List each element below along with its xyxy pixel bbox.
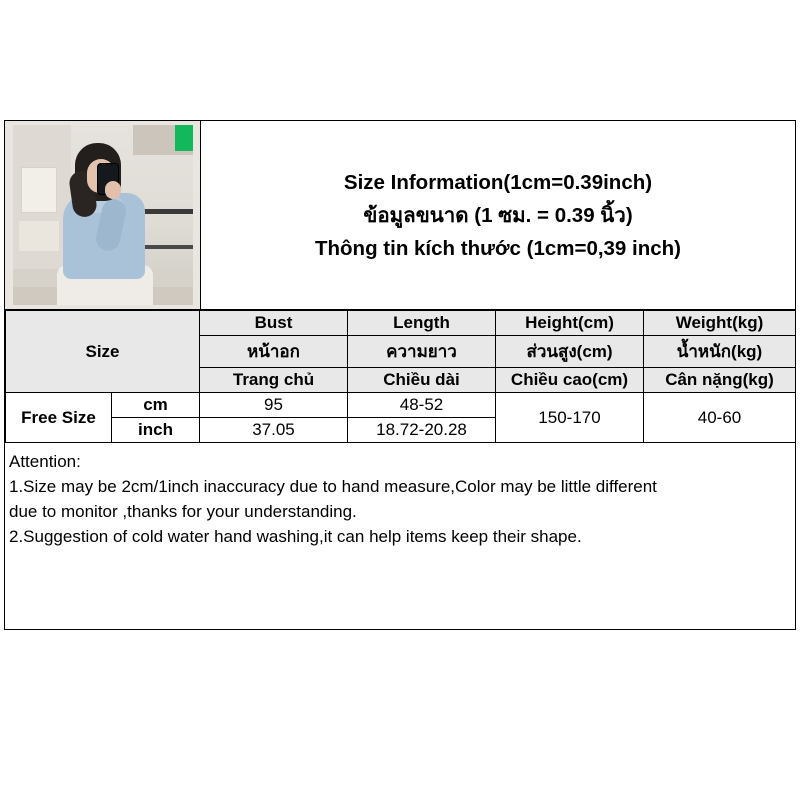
col-header-bust-vi: Trang chủ <box>200 368 348 393</box>
photo-wall-panel-2 <box>19 221 59 251</box>
photo-model-hand <box>105 181 121 199</box>
title-english: Size Information(1cm=0.39inch) <box>343 170 653 194</box>
value-length-inch: 18.72-20.28 <box>348 418 496 443</box>
col-header-height-en: Height(cm) <box>496 311 644 336</box>
table-row-cm <box>6 393 796 418</box>
title-block <box>201 121 795 309</box>
col-header-weight-vi: Cân nặng(kg) <box>644 368 796 393</box>
col-header-length-en: Length <box>348 311 496 336</box>
col-header-bust-th: หน้าอก <box>200 336 348 368</box>
attention-line-3: 2.Suggestion of cold water hand washing,it can help items keep their shape. <box>9 527 582 546</box>
col-header-length-th: ความยาว <box>348 336 496 368</box>
value-length-cm: 48-52 <box>348 393 496 418</box>
photo-wall-panel <box>21 167 57 213</box>
attention-line-2: due to monitor ,thanks for your understanding. <box>9 502 357 521</box>
size-table <box>5 310 796 443</box>
photo-green-marker <box>175 125 193 151</box>
col-header-weight-th: น้ำหนัก(kg) <box>644 336 796 368</box>
col-header-bust-en: Bust <box>200 311 348 336</box>
value-height: 150-170 <box>496 393 644 443</box>
unit-inch: inch <box>112 418 200 443</box>
product-photo <box>13 125 193 305</box>
col-header-height-vi: Chiều cao(cm) <box>496 368 644 393</box>
row-label-free-size: Free Size <box>6 393 112 443</box>
unit-cm: cm <box>112 393 200 418</box>
col-header-height-th: ส่วนสูง(cm) <box>496 336 644 368</box>
table-row-header-en <box>6 311 796 336</box>
value-weight: 40-60 <box>644 393 796 443</box>
attention-block <box>5 443 795 549</box>
product-photo-cell <box>5 121 201 309</box>
value-bust-cm: 95 <box>200 393 348 418</box>
value-bust-inch: 37.05 <box>200 418 348 443</box>
attention-heading: Attention: <box>9 452 81 471</box>
size-label-cell: Size <box>6 311 200 393</box>
col-header-length-vi: Chiều dài <box>348 368 496 393</box>
title-vietnamese: Thông tin kích thước (1cm=0,39 inch) <box>314 236 682 260</box>
title-thai: ข้อมูลขนาด (1 ซม. = 0.39 นิ้ว) <box>363 203 633 227</box>
col-header-weight-en: Weight(kg) <box>644 311 796 336</box>
photo-dark-band-2 <box>141 245 193 249</box>
header-band <box>5 121 795 310</box>
attention-line-1: 1.Size may be 2cm/1inch inaccuracy due to hand measure,Color may be little different <box>9 477 657 496</box>
size-information-chart <box>4 120 796 630</box>
